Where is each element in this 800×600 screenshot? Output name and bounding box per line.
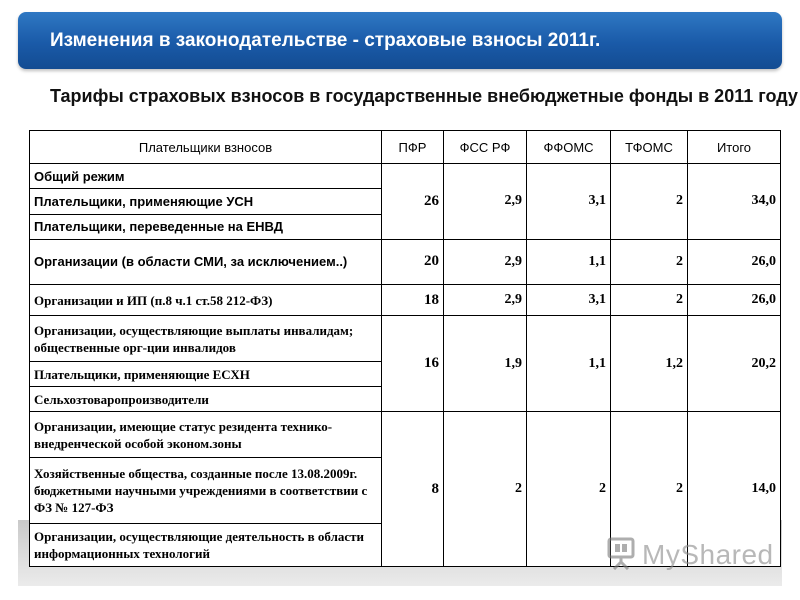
fss-value: 2,9 bbox=[444, 285, 527, 316]
fss-value: 2 bbox=[444, 412, 527, 567]
watermark-text: MyShared bbox=[642, 539, 774, 570]
pfr-value: 26 bbox=[382, 164, 444, 240]
table-row bbox=[30, 164, 781, 189]
presentation-board-icon bbox=[606, 536, 636, 575]
tfoms-value: 2 bbox=[611, 285, 688, 316]
total-value: 26,0 bbox=[688, 285, 781, 316]
row-label: Сельхозтоваропроизводители bbox=[30, 387, 382, 412]
pfr-value: 20 bbox=[382, 239, 444, 284]
table-row bbox=[30, 412, 781, 457]
ffoms-value: 1,1 bbox=[527, 239, 611, 284]
fss-value: 1,9 bbox=[444, 316, 527, 412]
fss-value: 2,9 bbox=[444, 164, 527, 240]
row-label: Организации, имеющие статус резидента технико-внедренческой особой эконом.зоны bbox=[30, 412, 382, 457]
column-header-tfoms: ТФОМС bbox=[611, 131, 688, 164]
row-label: Организации и ИП (п.8 ч.1 ст.58 212-ФЗ) bbox=[30, 285, 382, 316]
row-label: Организации, осуществляющие деятельность в области информационных технологий bbox=[30, 523, 382, 567]
subtitle: Тарифы страховых взносов в государственные внебюджетные фонды в 2011 году bbox=[50, 86, 798, 106]
tfoms-value: 1,2 bbox=[611, 316, 688, 412]
pfr-value: 16 bbox=[382, 316, 444, 412]
table-row bbox=[30, 316, 781, 361]
row-label: Организации, осуществляющие выплаты инвалидам; общественные орг-ции инвалидов bbox=[30, 316, 382, 361]
column-header-fss: ФСС РФ bbox=[444, 131, 527, 164]
watermark-logo bbox=[606, 535, 774, 575]
tfoms-value: 2 bbox=[611, 239, 688, 284]
total-value: 26,0 bbox=[688, 239, 781, 284]
column-header-total: Итого bbox=[688, 131, 781, 164]
row-label: Плательщики, применяющие УСН bbox=[30, 189, 382, 214]
total-value: 20,2 bbox=[688, 316, 781, 412]
ffoms-value: 3,1 bbox=[527, 285, 611, 316]
column-header-payers: Плательщики взносов bbox=[30, 131, 382, 164]
table-row bbox=[30, 285, 781, 316]
table-header-row bbox=[30, 131, 781, 164]
pfr-value: 8 bbox=[382, 412, 444, 567]
tariffs-table bbox=[29, 130, 781, 567]
row-label: Общий режим bbox=[30, 164, 382, 189]
tfoms-value: 2 bbox=[611, 164, 688, 240]
tfoms-value: 2 bbox=[611, 412, 688, 567]
fss-value: 2,9 bbox=[444, 239, 527, 284]
row-label: Плательщики, переведенные на ЕНВД bbox=[30, 214, 382, 239]
ffoms-value: 2 bbox=[527, 412, 611, 567]
column-header-pfr: ПФР bbox=[382, 131, 444, 164]
row-label: Плательщики, применяющие ЕСХН bbox=[30, 361, 382, 386]
row-label: Хозяйственные общества, созданные после 13.08.2009г. бюджетными научными учреждениями в соответствии с ФЗ № 127-ФЗ bbox=[30, 457, 382, 523]
column-header-ffoms: ФФОМС bbox=[527, 131, 611, 164]
total-value: 14,0 bbox=[688, 412, 781, 567]
page-title: Изменения в законодательстве - страховые взносы 2011г. bbox=[50, 30, 601, 51]
ffoms-value: 1,1 bbox=[527, 316, 611, 412]
title-bar bbox=[18, 12, 782, 69]
row-label: Организации (в области СМИ, за исключением..) bbox=[30, 239, 382, 284]
ffoms-value: 3,1 bbox=[527, 164, 611, 240]
pfr-value: 18 bbox=[382, 285, 444, 316]
table-row bbox=[30, 239, 781, 284]
total-value: 34,0 bbox=[688, 164, 781, 240]
